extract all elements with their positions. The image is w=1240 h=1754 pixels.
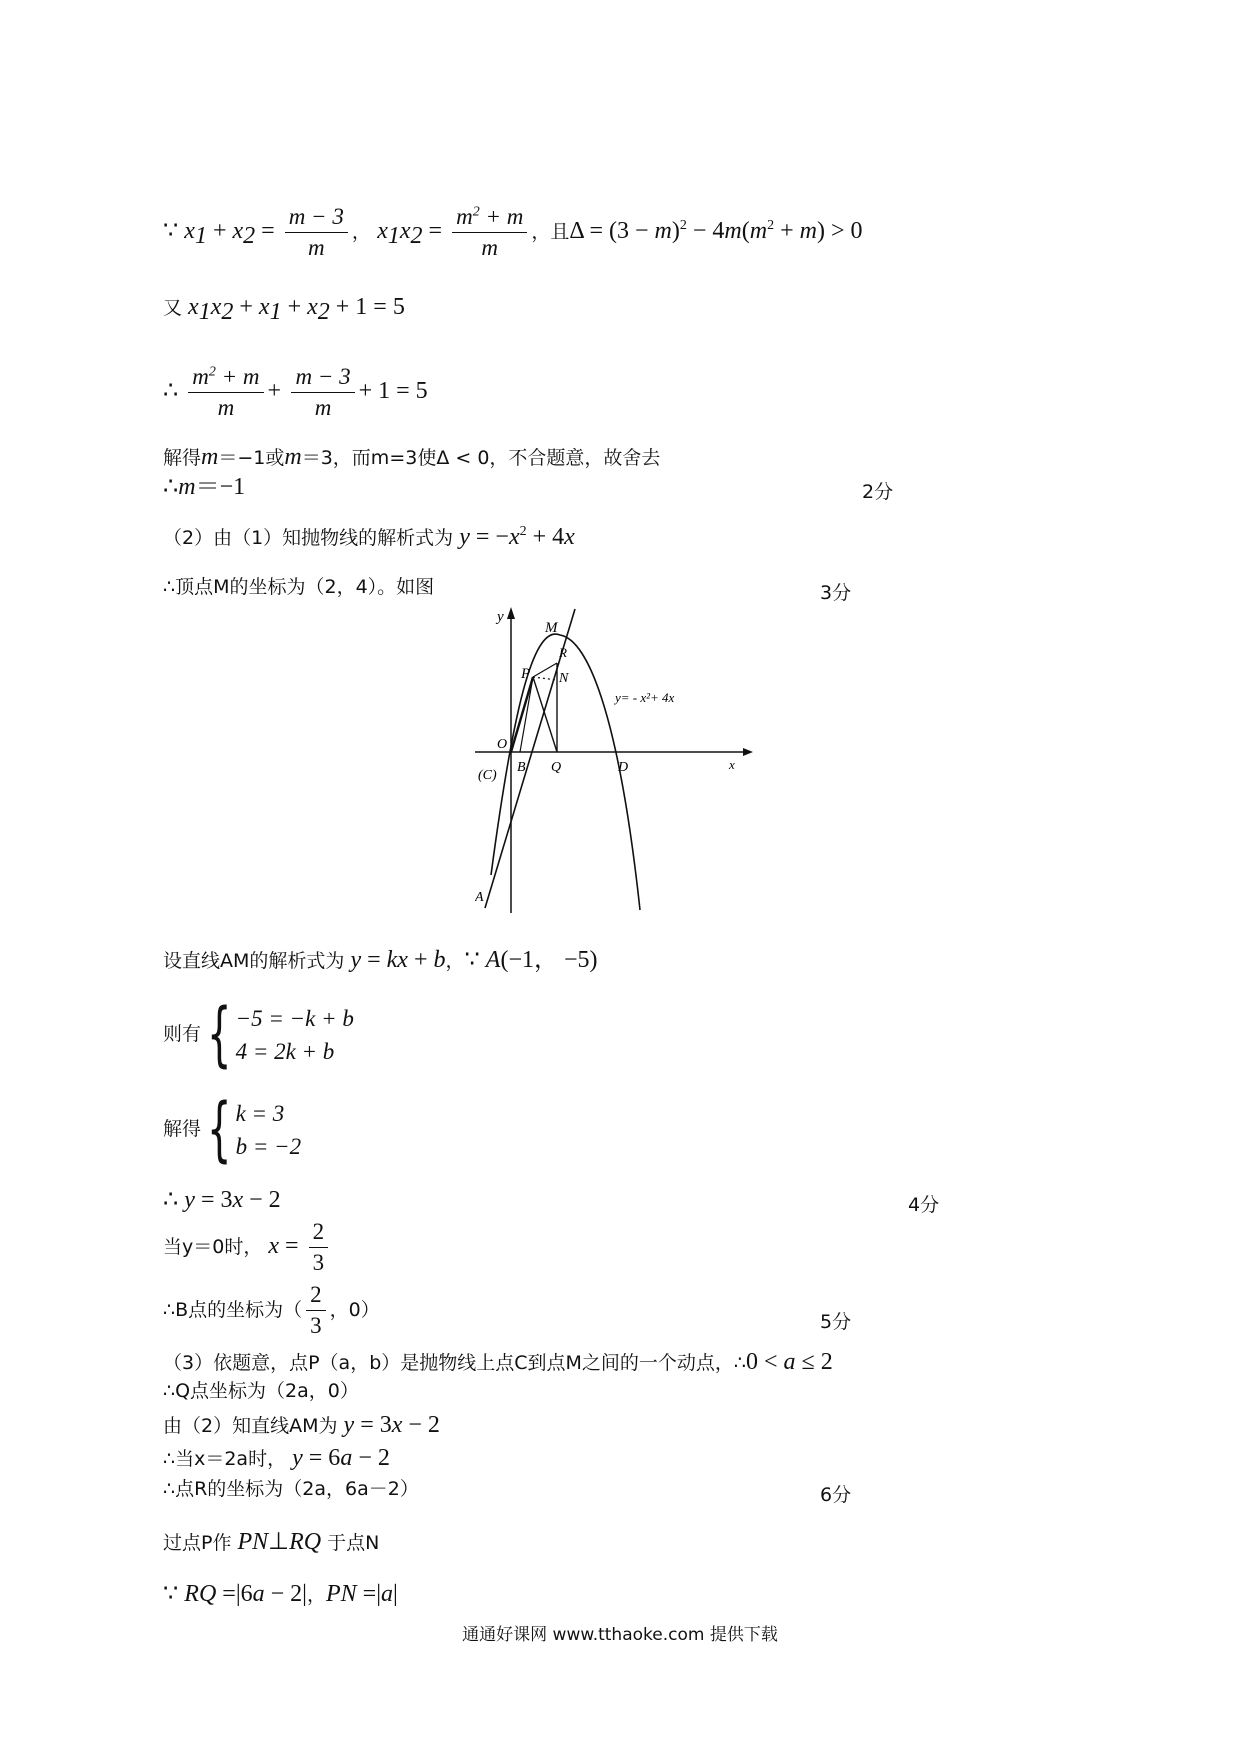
line-pn-perp: 过点P作 PN⊥RQ 于点N [163, 1529, 380, 1555]
line-part3: （3）依题意，点P（a，b）是抛物线上点C到点M之间的一个动点，∴0 < a ≤ 2 [163, 1349, 833, 1375]
label-p: P [521, 666, 531, 682]
line-y-zero: 当y＝0时， x = $\frac{2}{3}$ [163, 1220, 332, 1275]
label-m: M [545, 620, 558, 636]
label-c: (C) [478, 768, 497, 783]
line-lengths: ∵ RQ =|6a − 2|，PN =|a| [163, 1581, 398, 1607]
score-2: 2分 [862, 481, 894, 503]
line-condition: 又 $x_1x_2 + x_1 + x_2 + 1 = 5$ [163, 294, 405, 325]
line-x-2a: ∴当x＝2a时， y = 6a − 2 [163, 1445, 390, 1471]
score-5: 5分 [820, 1311, 852, 1333]
label-o: O [497, 737, 508, 752]
label-y: y [497, 609, 504, 625]
score-6: 6分 [820, 1484, 852, 1506]
line-system-1: 则有{ −5 = −k + b 4 = 2k + b [163, 993, 354, 1075]
line-am-recall: 由（2）知直线AM为 y = 3x − 2 [163, 1412, 440, 1438]
line-r-coord: ∴点R的坐标为（2a，6a－2） [163, 1478, 419, 1500]
score-4: 4分 [908, 1194, 940, 1216]
parabola-figure [475, 605, 765, 920]
line-system-2: 解得{ k = 3 b = −2 [163, 1088, 302, 1170]
label-q: Q [551, 760, 562, 775]
y-axis-arrow [507, 607, 515, 619]
label-b: B [517, 760, 526, 775]
line-m-result: ∴m＝−1 [163, 474, 246, 500]
label-x: x [729, 757, 735, 772]
line-q-coord: ∴Q点坐标为（2a，0） [163, 1380, 359, 1402]
segment-pr [533, 663, 557, 677]
score-3: 3分 [820, 582, 852, 604]
label-r: R [559, 645, 567, 660]
line-am-result: ∴ y = 3x − 2 [163, 1187, 281, 1213]
line-b-coord: ∴B点的坐标为（ $\frac{2}{3}$ ，0） [163, 1282, 380, 1339]
label-n: N [559, 671, 569, 686]
line-substitution: ∴ $\frac{m^2 + m}{m}$ + $\frac{m - 3}{m}$ + 1 = 5 [163, 364, 428, 421]
line-vertex: ∴顶点M的坐标为（2，4）。如图 [163, 576, 435, 598]
footer-source: 通通好课网 www.tthaoke.com 提供下载 [462, 1625, 778, 1645]
label-d: D [618, 760, 629, 775]
label-curve: y= - x²+ 4x [615, 690, 675, 705]
segment-pq [533, 677, 557, 752]
x-axis-arrow [743, 748, 753, 756]
label-a: A [475, 890, 484, 905]
line-vieta: ∵ $x_1 + x_2$ = $\frac{m - 3}{m}$ ， $x_1x_2$ = $\frac{m^2 + m}{m}$ ，且$\Delta = (3 - m)^2 - 4m(m^2 + m) > 0$ [163, 204, 863, 261]
line-am-setup: 设直线AM的解析式为 y = kx + b，∵ A(−1， −5) [163, 947, 598, 973]
line-parabola: （2）由（1）知抛物线的解析式为 $y = -x^2 + 4x$ [163, 524, 575, 550]
line-solve-m: 解得m＝−1或m＝3，而m=3使Δ < 0，不合题意，故舍去 [163, 444, 661, 470]
